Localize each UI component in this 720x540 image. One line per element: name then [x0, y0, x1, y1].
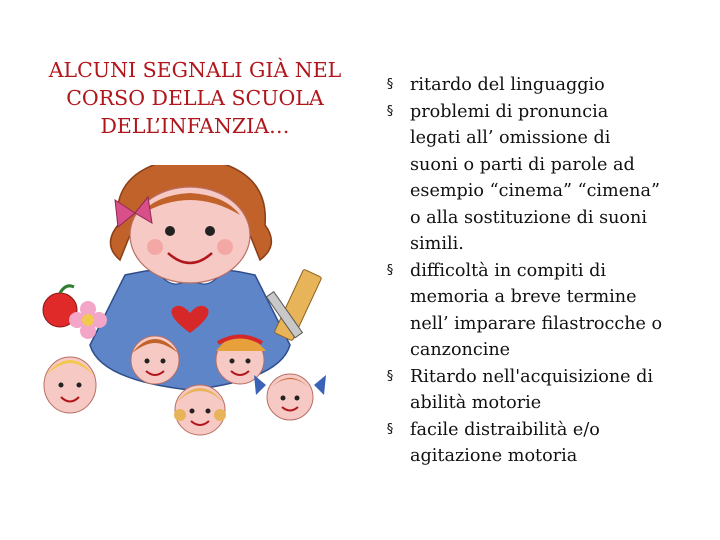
signals-list: [382, 72, 702, 470]
list-item-text: nell’ imparare filastrocche o: [410, 313, 663, 334]
child-face: [174, 385, 226, 435]
list-item-text: legati all’ omissione di: [410, 128, 611, 148]
list-item-text: problemi di pronuncia: [410, 101, 609, 122]
list-item-text: abilità motorie: [410, 393, 542, 413]
bullet-marker: §: [386, 421, 394, 437]
child-face: [216, 336, 266, 384]
title-line: DELL’INFANZIA…: [100, 114, 290, 138]
list-item-text: memoria a breve termine: [410, 287, 637, 307]
list-item-text: facile distraibilità e/o: [410, 419, 600, 440]
list-item: [382, 258, 702, 364]
list-item-text: difficoltà in compiti di: [410, 260, 606, 281]
list-item-text: o alla sostituzione di suoni: [410, 207, 647, 228]
list-item: [382, 417, 702, 470]
list-item-text: simili.: [410, 234, 464, 254]
list-item-text: agitazione motoria: [410, 446, 578, 466]
child-face: [254, 374, 326, 420]
list-item-text: esempio “cinema” “cimena”: [410, 181, 660, 201]
list-item: [382, 364, 702, 417]
title-line: ALCUNI SEGNALI GIÀ NEL: [48, 58, 342, 82]
list-item-text: Ritardo nell'acquisizione di: [410, 366, 654, 387]
child-face: [44, 357, 96, 413]
list-item-text: ritardo del linguaggio: [410, 75, 605, 95]
teacher-children-illustration: [40, 165, 340, 455]
bullet-marker: §: [386, 77, 394, 92]
bullet-marker: §: [386, 262, 394, 278]
list-item-text: suoni o parti di parole ad: [410, 154, 635, 175]
list-item: [382, 99, 702, 258]
bullet-marker: §: [386, 103, 394, 119]
list-item-text: canzoncine: [410, 340, 511, 360]
bullet-marker: §: [386, 368, 394, 384]
slide-title: [40, 56, 350, 140]
child-face: [131, 336, 179, 384]
title-line: CORSO DELLA SCUOLA: [66, 86, 324, 110]
list-item: [382, 72, 702, 99]
